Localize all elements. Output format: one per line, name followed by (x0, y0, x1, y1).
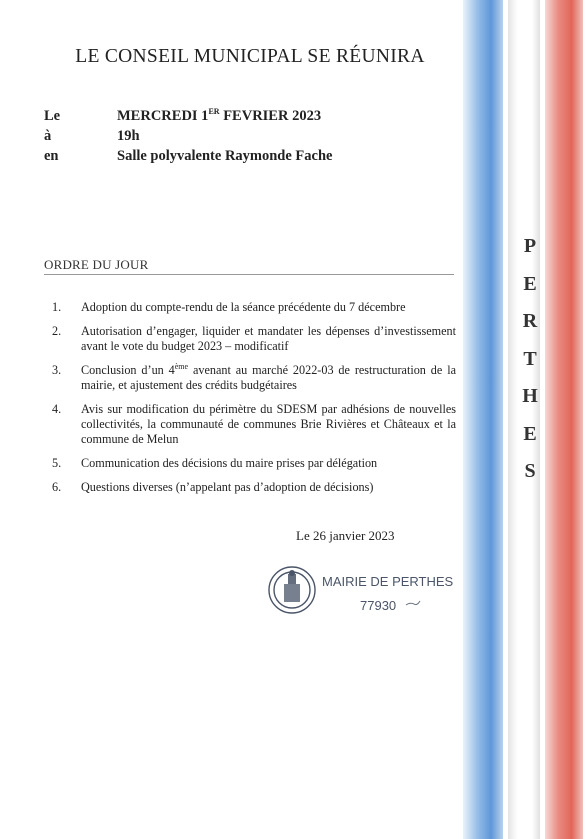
vertical-town-name (508, 228, 552, 491)
town-letter: T (523, 347, 537, 370)
signature-mark (406, 601, 420, 605)
town-letter: R (522, 310, 538, 332)
place-value: Salle polyvalente Raymonde Fache (117, 148, 333, 164)
mairie-stamp (268, 560, 468, 620)
town-letter: H (522, 385, 538, 407)
list-item: 2. Autorisation d’engager, liquider et mandater les dépenses d’investissement avant le vote du budget 2023 – modificatif (52, 324, 456, 353)
list-item: 4. Avis sur modification du périmètre du SDESM par adhésions de nouvelles collectivités, la communauté de communes Brie Rivières et Châteaux et la commune de Melun (52, 402, 456, 446)
list-item: 1. Adoption du compte-rendu de la séance précédente du 7 décembre (52, 300, 406, 314)
list-item: 5. Communication des décisions du maire prises par délégation (52, 456, 378, 470)
divider (44, 274, 454, 275)
town-letter: E (523, 272, 537, 295)
date-value: MERCREDI 1ER FEVRIER 2023 (117, 107, 322, 124)
signature-date: Le 26 janvier 2023 (296, 528, 395, 543)
date-label: Le (44, 108, 61, 124)
time-label: à (44, 128, 52, 144)
tricolor-blue-band (463, 0, 503, 839)
town-letter: S (524, 460, 536, 482)
list-item: 3. Conclusion d’un 4ème avenant au marché 2022-03 de restructuration de la mairie, et ajustement des crédits budgétaires (52, 361, 456, 392)
stamp-line1: MAIRIE DE PERTHES (322, 574, 454, 589)
time-value: 19h (117, 128, 140, 144)
place-label: en (44, 148, 59, 164)
town-letter: E (523, 422, 537, 445)
stamp-line2: 77930 (360, 598, 397, 613)
agenda-list (44, 300, 456, 504)
list-item: 6. Questions diverses (n’appelant pas d’adoption de décisions) (52, 480, 374, 494)
town-letter: P (523, 235, 537, 257)
page-title: LE CONSEIL MUNICIPAL SE RÉUNIRA (75, 46, 425, 67)
agenda-heading: ORDRE DU JOUR (44, 257, 149, 272)
